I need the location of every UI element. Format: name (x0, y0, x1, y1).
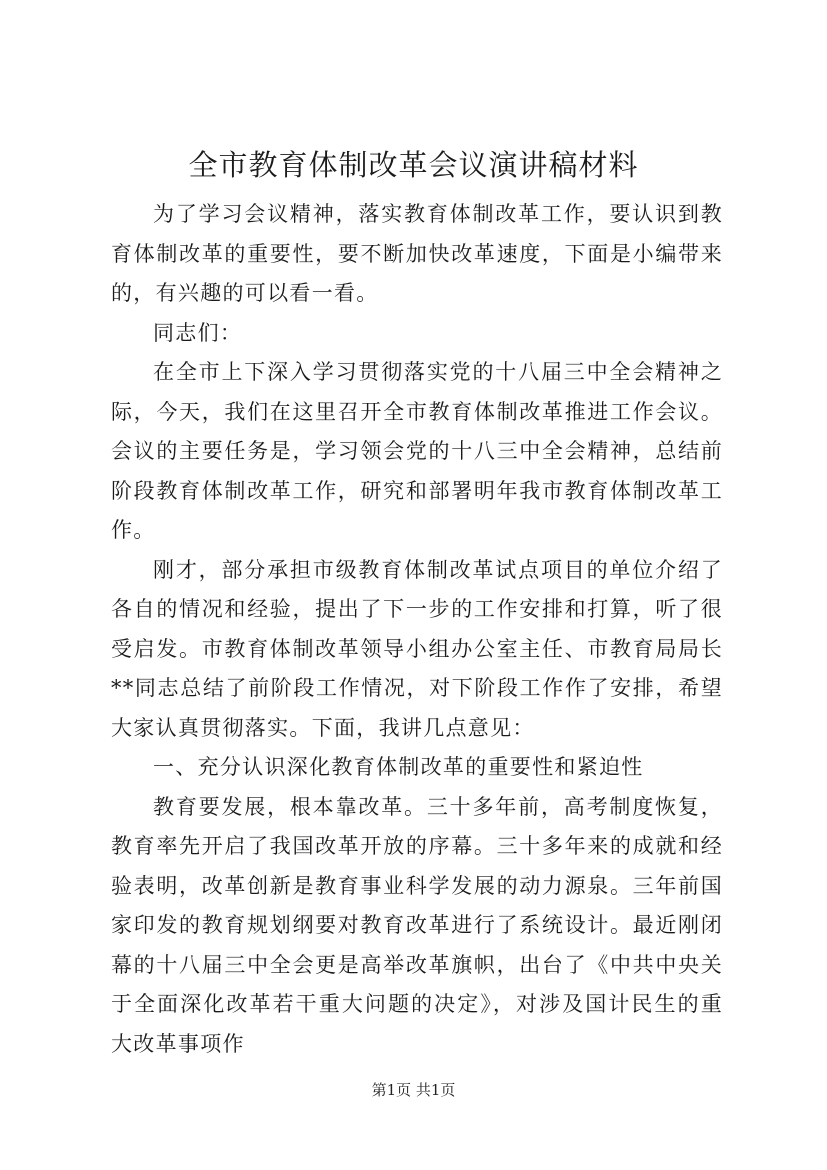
salutation-paragraph: 同志们： (153, 320, 243, 345)
opening-paragraph: 在全市上下深入学习贯彻落实党的十八届三中全会精神之际，今天，我们在这里召开全市教育体制改革推进工作会议。会议的主要任务是，学习领会党的十八三中全会精神，总结前阶段教育体制改革工作，研究和部署明年我市教育体制改革工作。 (111, 360, 723, 542)
review-paragraph: 刚才，部分承担市级教育体制改革试点项目的单位介绍了各自的情况和经验，提出了下一步的工作安排和打算，听了很受启发。市教育体制改革领导小组办公室主任、市教育局局长**同志总结了前阶段工作情况，对下阶段工作作了安排，希望大家认真贯彻落实。下面，我讲几点意见： (111, 557, 723, 740)
intro-paragraph: 为了学习会议精神，落实教育体制改革工作，要认识到教育体制改革的重要性，要不断加快改革速度，下面是小编带来的，有兴趣的可以看一看。 (111, 202, 723, 305)
reform-paragraph: 教育要发展，根本靠改革。三十多年前，高考制度恢复，教育率先开启了我国改革开放的序幕。三十多年来的成就和经验表明，改革创新是教育事业科学发展的动力源泉。三年前国家印发的教育规划纲要对教育改革进行了系统设计。最近刚闭幕的十八届三中全会更是高举改革旗帜，出台了《中共中央关于全面深化改革若干重大问题的决定》，对涉及国计民生的重大改革事项作 (111, 794, 723, 1056)
page-number-footer: 第1页 共1页 (371, 1081, 456, 1099)
document-title: 全市教育体制改革会议演讲稿材料 (188, 148, 639, 182)
section-heading: 一、充分认识深化教育体制改革的重要性和紧迫性 (153, 755, 644, 779)
document-body (111, 195, 723, 1064)
